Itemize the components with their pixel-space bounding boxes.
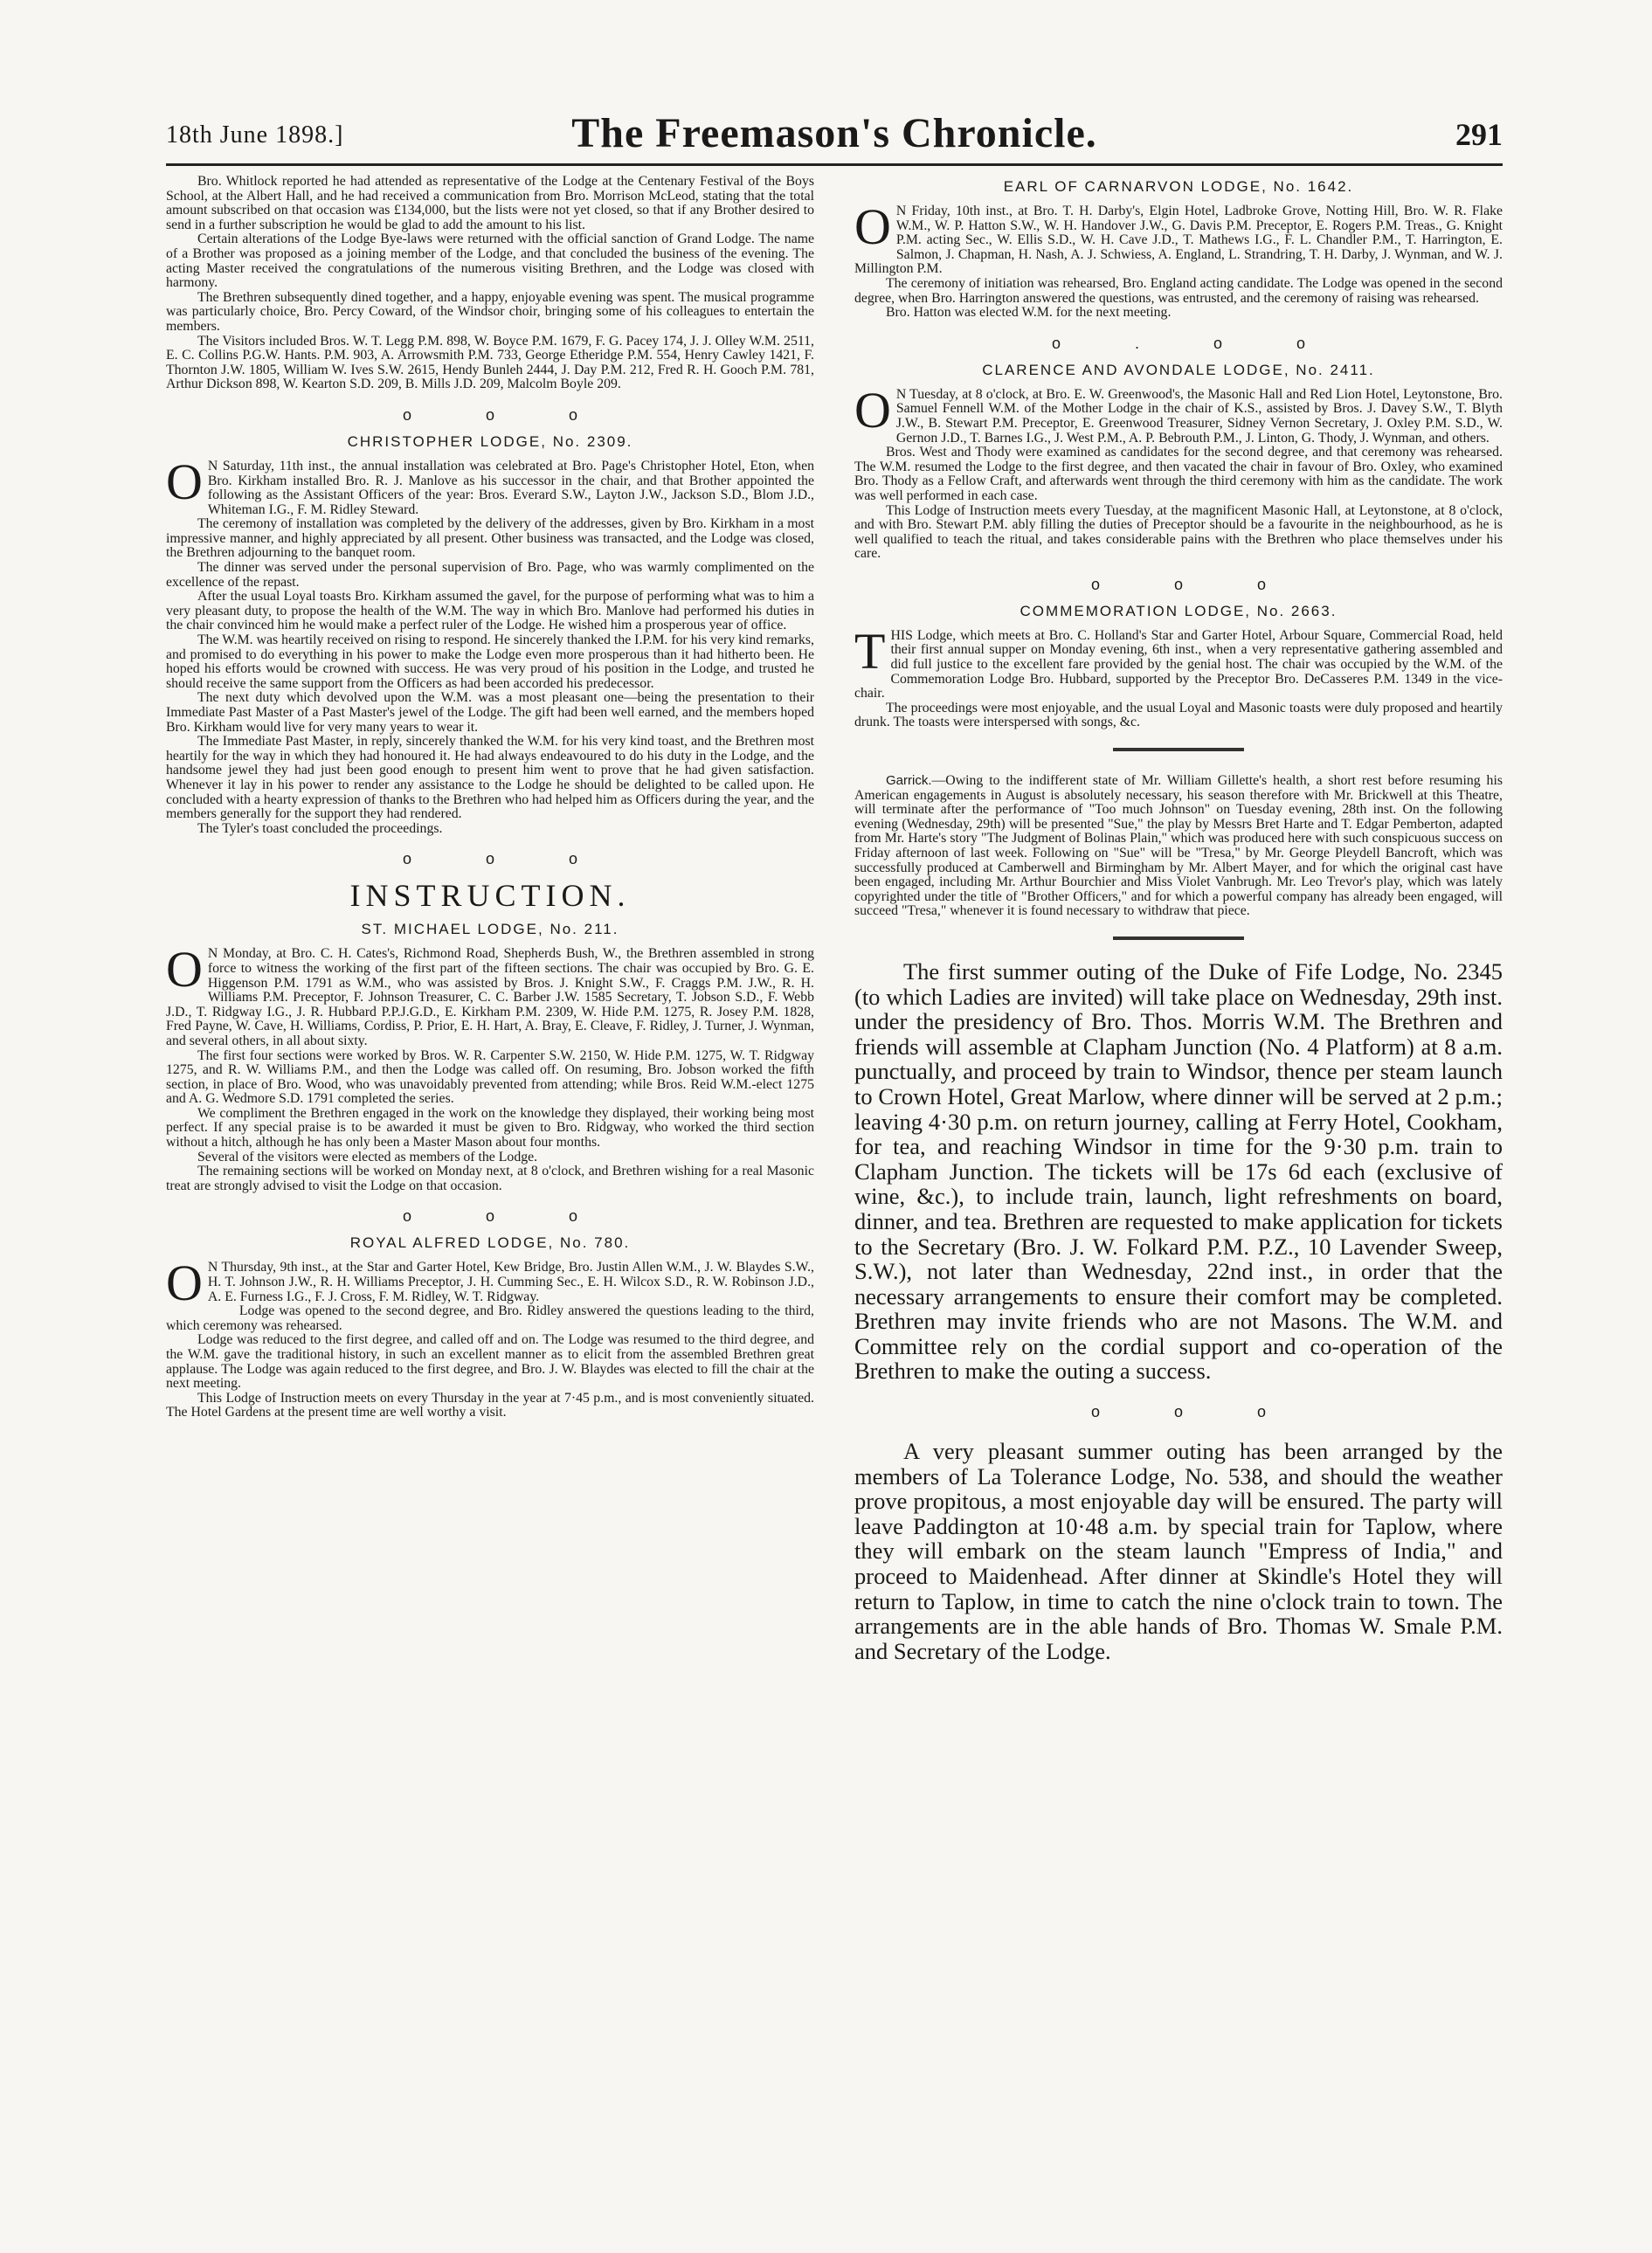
drop-cap: T [854,622,886,680]
lead-paragraph [166,941,814,1048]
paragraph: Lodge was reduced to the first degree, and called off and on. The Lodge was resumed to the third degree, and the W.M. gave the traditional history, in such an excellent manner as to elicit from the assembled Brethren great applause. The Lodge was again reduced to the first degree, and Bro. J. W. Blaydes was elected to fill the chair at the next meeting. [166,1332,814,1392]
outing-notice: The first summer outing of the Duke of Fife Lodge, No. 2345 (to which Ladies are invited) will take place on Wednesday, 29th inst. under the presidency of Bro. Thos. Morris W.M. The Brethren and friends will assemble at Clapham Junction (No. 4 Platform) at 8 a.m. punctually, and proceed by train to Windsor, thence per steam launch to Crown Hotel, Great Marlow, where dinner will be served at 2 p.m.; leaving 4·30 p.m. on return journey, calling at Ferry Hotel, Cookham, for tea, and reaching Windsor in time for the 9·30 p.m. train to Clapham Junction. The tickets will be 17s 6d each (exclusive of wine, &c.), to include train, launch, light refreshments on board, dinner, and tea. Brethren are requested to make application for tickets to the Secretary (Bro. J. W. Folkard P.M. P.Z., 10 Lavender Sweep, S.W.), not later than Wednesday, 22nd inst., in order that the necessary arrangements to ensure their comfort may be completed. Brethren may invite friends who are not Masons. The W.M. and Committee rely on the cordial support and co-operation of the Brethren to make the outing a success. [854,957,1503,1385]
lead-paragraph [854,381,1503,446]
outing-notice: A very pleasant summer outing has been arranged by the members of La Tolerance Lodge, No. 538, and should the weather prove propitous, a most enjoyable day will be ensured. The party will leave Paddington at 10·48 a.m. by special train for Taplow, where they will embark on the steam launch "Empress of India," and proceed to Maidenhead. After dinner at Skindle's Hotel they will return to Taplow, in time to catch the nine o'clock train to town. The arrangements are in the able hands of Bro. Thomas W. Smale P.M. and Secretary of the Lodge. [854,1438,1503,1664]
lead-paragraph [166,1254,814,1312]
lead-text: N Friday, 10th inst., at Bro. T. H. Darby's, Elgin Hotel, Ladbroke Grove, Notting Hill, Bro. W. R. Flake W.M., W. P. Hatton S.W., W. H. Handover J.W., G. Davis P.M. Preceptor, E. Rogers P.M. Treas., G. Knight P.M. acting Sec., W. Ellis S.D., W. H. Cave J.D., T. Mathews I.G., F. L. Chandler P.M., T. Harrington, E. Salmon, J. Chapman, H. Nash, A. J. Schwiess, A. England, L. Strandring, T. H. Darby, J. Wynman, and W. J. Millington P.M. [854,204,1503,277]
paragraph: The ceremony of installation was completed by the delivery of the addresses, given by Bro. Kirkham in a most impressive manner, and highly appreciated by all present. Other business was transacted, and the Lodge was closed, the Brethren adjourning to the banquet room. [166,516,814,561]
section-ornament: o o o [1090,575,1302,593]
paragraph: The Tyler's toast concluded the proceedings. [197,820,443,836]
left-column [166,175,814,2219]
paragraph: The Brethren subsequently dined together, and a happy, enjoyable evening was spent. The musical programme was particularly choice, Bro. Percy Coward, of the Windsor choir, bringing some of his colleagues to entertain the members. [166,289,814,334]
paragraph: After the usual Loyal toasts Bro. Kirkham assumed the gavel, for the purpose of performing what was to him a very pleasant duty, to propose the health of the W.M. The way in which Bro. Manlove had performed his duties in the chair convinced him he would make a perfect ruler of the Lodge. He wished him a prosperous year of office. [166,589,814,633]
paragraph: This Lodge of Instruction meets on every Thursday in the year at 7·45 p.m., and is most conveniently situated. The Hotel Gardens at the present time are well worthy a visit. [166,1390,814,1420]
lead-text: N Tuesday, at 8 o'clock, at Bro. E. W. Greenwood's, the Masonic Hall and Red Lion Hotel, Leytonstone, Bro. Samuel Fennell W.M. of the Mother Lodge in the chair of K.S., assisted by Bros. J. Davey S.W., T. Blyth J.W., B. Stewart P.M. Preceptor, E. Greenwood Treasurer, Sidney Vernon Secretary, J. Oxley P.M. S.D., W. Gernon J.D., T. Barnes I.G., J. West P.M., A. P. Bebrouth P.M., J. Linton, G. Thody, J. Wynman, and others. [895,386,1503,446]
section-ornament: o o o [402,1207,613,1226]
divider-rule [1113,936,1244,940]
paragraph: Lodge was opened to the second degree, and Bro. Ridley answered the questions leading to the third, which ceremony was rehearsed. [166,1303,814,1333]
paragraph: Certain alterations of the Lodge Bye-laws were returned with the official sanction of Grand Lodge. The name of a Brother was proposed as a joining member of the Lodge, and that concluded the business of the evening. The acting Master received the congratulations of the numerous visiting Brethren, and the Lodge was closed with harmony. [166,232,814,291]
issue-date: 18th June 1898.] [166,121,344,149]
lead-paragraph [854,198,1503,277]
lead-paragraph [854,622,1503,701]
lead-paragraph [166,453,814,517]
drop-cap: O [166,1254,203,1312]
paragraph: We compliment the Brethren engaged in the work on the knowledge they displayed, their working being most perfect. If any special praise is to be awarded it must be given to Bro. Ridgway, who worked the third section without a hitch, although he has only been a Master Mason about four months. [166,1105,814,1151]
page-number: 291 [1455,117,1503,152]
lead-text: N Thursday, 9th inst., at the Star and Garter Hotel, Kew Bridge, Bro. Justin Allen W.M., J. W. Blaydes S.W., H. T. Johnson J.W., R. H. Williams Preceptor, J. H. Cumming Sec., E. H. Wilcox S.D., R. W. Robinson J.D., A. E. Furness I.G., F. J. Cross, F. M. Ridley, W. T. Ridgway. [207,1260,814,1304]
section-heading: COMMEMORATION LODGE, No. 2663. [1020,602,1337,619]
drop-cap: O [166,941,203,999]
theatre-notice [854,774,1503,919]
paragraph: The Visitors included Bros. W. T. Legg P.M. 898, W. Boyce P.M. 1679, F. G. Pacey 174, J. J. Olley W.M. 2511, E. C. Collins P.G.W. Hants. P.M. 903, A. Arrowsmith P.M. 733, George Etheridge P.M. 554, Henry Cawley 1421, F. Thornton J.W. 1805, William W. Ives S.W. 2615, Hendy Bunleh 2444, J. Day P.M. 212, Fred R. H. Gooch P.M. 781, Arthur Dickson 898, W. Kearton S.D. 209, B. Mills J.D. 209, Malcolm Boyle 209. [166,333,814,392]
section-heading: CHRISTOPHER LODGE, No. 2309. [347,432,633,450]
drop-cap: O [854,381,891,439]
instruction-heading: INSTRUCTION. [349,878,631,914]
theatre-label: Garrick. [886,773,932,789]
lead-text: N Monday, at Bro. C. H. Cates's, Richmond Road, Shepherds Bush, W., the Brethren assembled in strong force to witness the working of the first part of the fifteen sections. The chair was occupied by Bro. G. E. Higgenson P.M. 1791 as W.M., who was assisted by Bros. J. Knight S.W., F. Craggs P.M. J.W., R. H. Williams P.M. Preceptor, F. Johnson Treasurer, C. C. Barber J.W. 1585 Secretary, T. Jobson S.D., F. Webb J.D., T. Ridgway I.G., J. R. Hubbard P.P.J.G.D., E. Kirkham P.M. 2309, W. Hide P.M. 1275, R. Josey P.M. 1828, Fred Payne, W. Cave, H. Williams, Cordiss, P. Prior, E. H. Hart, A. Bray, E. Cleave, F. Ridley, J. Turner, J. Wynman, and several others, in all about sixty. [166,946,814,1048]
paragraph: The Immediate Past Master, in reply, sincerely thanked the W.M. for his very kind toast, and the Brethren most heartily for the way in which they had honoured it. He had always endeavoured to do his duty in the Lodge, and the handsome jewel they had just been good enough to present him went to prove that he had given satisfaction. Whenever it lay in his power to render any assistance to the Lodge he should be delighted to be called upon. He concluded with a hearty expression of thanks to the Brethren who had helped him as Officers during the year, and the members generally for the support they had rendered. [166,734,814,822]
paragraph: The W.M. was heartily received on rising to respond. He sincerely thanked the I.P.M. for his very kind remarks, and promised to do everything in his power to make the Lodge even more prosperous than it had hitherto been. He hoped his efforts would be crowned with success. He was very proud of his position in the Lodge, and trusted he should receive the same support from the Officers as had been accorded his predecessor. [166,632,814,691]
drop-cap: O [166,453,203,510]
paragraph: The remaining sections will be worked on Monday next, at 8 o'clock, and Brethren wishing for a real Masonic treat are strongly advised to visit the Lodge on that occasion. [166,1164,814,1193]
paragraph: This Lodge of Instruction meets every Tuesday, at the magnificent Masonic Hall, at Leytonstone, at 8 o'clock, and with Bro. Stewart P.M. ably filling the duties of Preceptor should be a favourite in the neighbourhood, as he is well qualified to teach the ritual, and takes considerable pains with the Brethren who place themselves under his care. [854,502,1503,562]
divider-rule [1113,748,1244,751]
paragraph: Bros. West and Thody were examined as candidates for the second degree, and that ceremony was rehearsed. The W.M. resumed the Lodge to the first degree, and then vacated the chair in favour of Bro. Oxley, who examined Bro. Thody as a Fellow Craft, and afterwards went through the third ceremony with him as the candidate. The work was well performed in each case. [854,445,1503,503]
drop-cap: O [854,198,891,255]
section-heading: CLARENCE AND AVONDALE LODGE, No. 2411. [982,361,1375,378]
section-ornament: o o o [402,405,613,424]
paragraph: The proceedings were most enjoyable, and the usual Loyal and Masonic toasts were duly proposed and heartily drunk. The toasts were interspersed with songs, &c. [854,700,1503,730]
right-column [854,175,1503,2219]
masthead-title: The Freemason's Chronicle. [571,110,1097,156]
page-header [166,109,1503,166]
lead-text: N Saturday, 11th inst., the annual installation was celebrated at Bro. Page's Christopher Hotel, Eton, when Bro. Kirkham installed Bro. R. J. Manlove as his successor in the chair, and that Brother appointed the following as the Assistant Officers of the year: Bros. Everard S.W., Layton J.W., Jackson S.D., Blom J.D., Whiteman I.G., F. M. Ridley Steward. [207,458,814,517]
theatre-text: —Owing to the indifferent state of Mr. William Gillette's health, a short rest before resuming his American engagements in August is absolutely necessary, his season therefore with Mr. Brickwell at this Theatre, will terminate after the performance of "Too much Johnson" on Tuesday evening, 28th inst. On the following evening (Wednesday, 29th) will be presented "Sue," the play by Messrs Bret Harte and T. Edgar Pemberton, adapted from Mr. Harte's story "The Judgment of Bolinas Plain," which was produced here with such conspicuous success on Friday afternoon of last week. Following on "Sue" will be "Tresa," by Mr. George Pleydell Bancroft, which was successfully produced at Camberwell and Birmingham by Mr. Albert Mayer, and for which the original cast have been engaged, including Mr. Arthur Bourchier and Miss Violet Vanbrugh. Mr. Leo Trevor's play, which was lately copyrighted under the title of "Brother Officers," and for which a powerful company has already been engaged, will succeed "Tresa," whenever it is found necessary to withdraw that piece. [854,773,1503,919]
paragraph: Several of the visitors were elected as members of the Lodge. [197,1149,538,1165]
paragraph: The dinner was served under the personal supervision of Bro. Page, who was warmly complimented on the excellence of the repast. [166,560,814,590]
paragraph: The first four sections were worked by Bros. W. R. Carpenter S.W. 2150, W. Hide P.M. 1275, W. T. Ridgway 1275, and R. W. Williams P.M., and then the Lodge was called off. On resuming, Bro. Jobson worked the fifth section, in place of Bro. Wood, who was unavoidably prevented from attending; while Bros. Reid W.M.-elect 1275 and A. G. Wedmore S.D. 1791 completed the series. [166,1047,814,1107]
section-ornament: o o o [1090,1403,1302,1421]
paragraph: Bro. Whitlock reported he had attended as representative of the Lodge at the Centenary Festival of the Boys School, at the Albert Hall, and he had received a communication from Bro. Morrison McLeod, stating that the total amount subscribed on that occasion was £134,000, but the lists were not yet closed, so that if any Brother desired to send in a further subscription he would be glad to add the amount to his list. [166,175,814,232]
paragraph: Bro. Hatton was elected W.M. for the next meeting. [886,305,1172,321]
paragraph: The next duty which devolved upon the W.M. was a most pleasant one—being the presentation to their Immediate Past Master of a Past Master's jewel of the Lodge. The gift had been well earned, and the members hoped Bro. Kirkham would live for very many years to wear it. [166,690,814,735]
section-heading: ROYAL ALFRED LODGE, No. 780. [349,1234,631,1252]
lead-text: HIS Lodge, which meets at Bro. C. Holland's Star and Garter Hotel, Arbour Square, Commercial Road, held their first annual supper on Monday evening, 6th inst., when a very representative gathering assembled and did full justice to the excellent fare provided by the genial host. The chair was occupied by the W.M. of the Commemoration Lodge Bro. Hubbard, supported by the Preceptor Bro. DeCasseres P.M. 1349 in the vice-chair. [854,627,1503,701]
paragraph: The ceremony of initiation was rehearsed, Bro. England acting candidate. The Lodge was opened in the second degree, when Bro. Harrington answered the questions, was entrusted, and the ceremony of raising was rehearsed. [854,275,1503,306]
section-ornament: o . o o [1051,334,1341,352]
section-ornament: o o o [402,850,613,868]
section-heading: ST. MICHAEL LODGE, No. 211. [361,921,619,938]
section-heading: EARL OF CARNARVON LODGE, No. 1642. [1003,178,1354,195]
